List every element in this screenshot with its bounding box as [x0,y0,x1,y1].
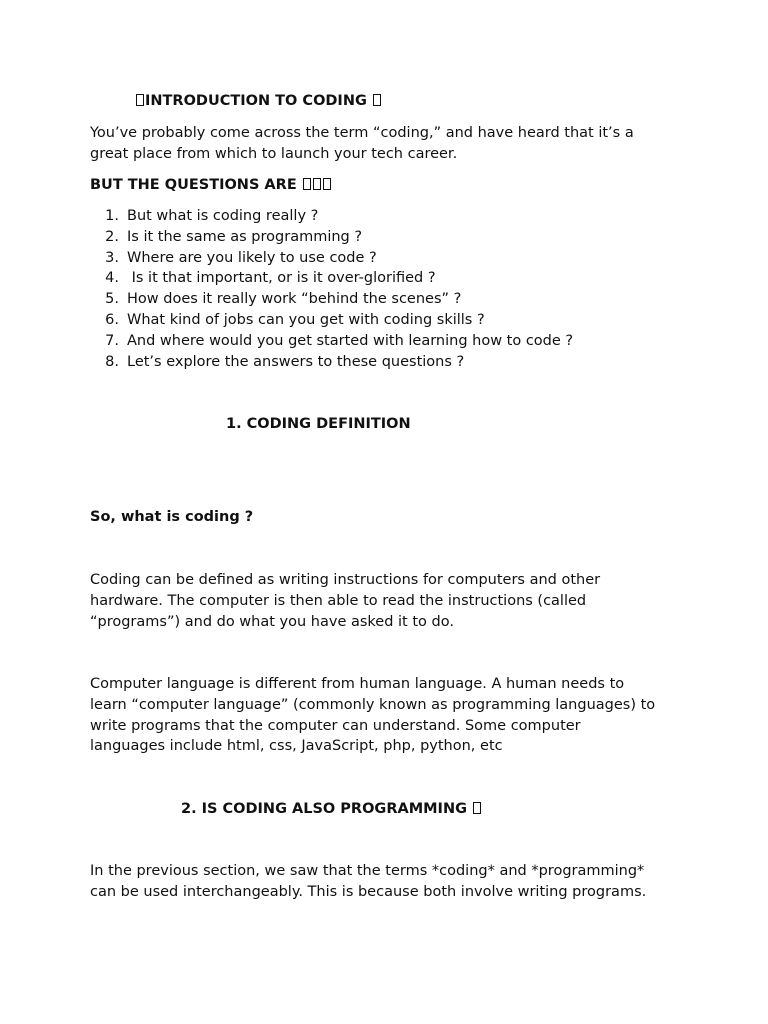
list-number: 7. [105,332,119,349]
subheading: So, what is coding ? [90,509,254,525]
list-number: 2. [105,228,119,245]
questions-heading [90,175,332,196]
paragraph-line: In the previous section, we saw that the terms *coding* and *programming* [90,863,645,879]
missing-glyph-icon [373,94,381,106]
paragraph-line: Coding can be defined as writing instructions for computers and other [90,572,601,588]
missing-glyph-icon [473,802,481,814]
missing-glyph-icon [323,178,331,190]
paragraph-line: write programs that the computer can understand. Some computer [90,717,581,734]
section-heading: 1. CODING DEFINITION [226,416,411,432]
paragraph-line: learn “computer language” (commonly known as programming languages) to [90,696,656,713]
list-number: 4. [105,270,119,287]
paragraph-line: hardware. The computer is then able to read the instructions (called [90,592,587,609]
paragraph-line: languages include html, css, JavaScript, php, python, etc [90,738,503,755]
list-item-text: Is it the same as programming ? [127,228,363,245]
questions-heading-text: BUT THE QUESTIONS ARE [90,177,297,193]
list-item [90,310,573,331]
section-heading-text: 2. IS CODING ALSO PROGRAMMING [181,801,467,817]
list-item-text: But what is coding really ? [127,208,319,224]
list-number: 8. [105,353,119,370]
list-item-text: What kind of jobs can you get with coding skills ? [127,311,485,328]
list-number: 3. [105,249,119,266]
list-item [90,248,573,269]
list-item-text: Where are you likely to use code ? [127,249,377,266]
definition-paragraph [90,570,690,632]
document-title [135,91,382,112]
paragraph-line: Computer language is different from human language. A human needs to [90,676,625,692]
language-paragraph [90,674,690,757]
list-item [90,352,573,373]
list-item-text: How does it really work “behind the scenes” ? [127,291,462,308]
list-item [90,227,573,248]
list-item-text: Is it that important, or is it over-glorified ? [127,270,436,287]
missing-glyph-icon [313,178,321,190]
title-text: INTRODUCTION TO CODING [145,93,367,109]
list-number: 5. [105,291,119,308]
intro-paragraph [90,123,690,165]
list-number: 1. [105,208,119,224]
paragraph-line: “programs”) and do what you have asked it to do. [90,613,454,630]
intro-line: You’ve probably come across the term “coding,” and have heard that it’s a [90,125,634,141]
list-item [90,289,573,310]
paragraph-line: can be used interchangeably. This is because both involve writing programs. [90,883,647,900]
list-item [90,268,573,289]
list-item [90,206,573,227]
intro-line: great place from which to launch your tech career. [90,145,458,162]
list-item-text: Let’s explore the answers to these questions ? [127,353,465,370]
programming-paragraph [90,861,690,903]
list-item-text: And where would you get started with learning how to code ? [127,332,574,349]
list-number: 6. [105,311,119,328]
missing-glyph-icon [136,94,144,106]
missing-glyph-icon [303,178,311,190]
section-heading [181,799,482,820]
list-item [90,331,573,352]
questions-list [90,206,573,372]
